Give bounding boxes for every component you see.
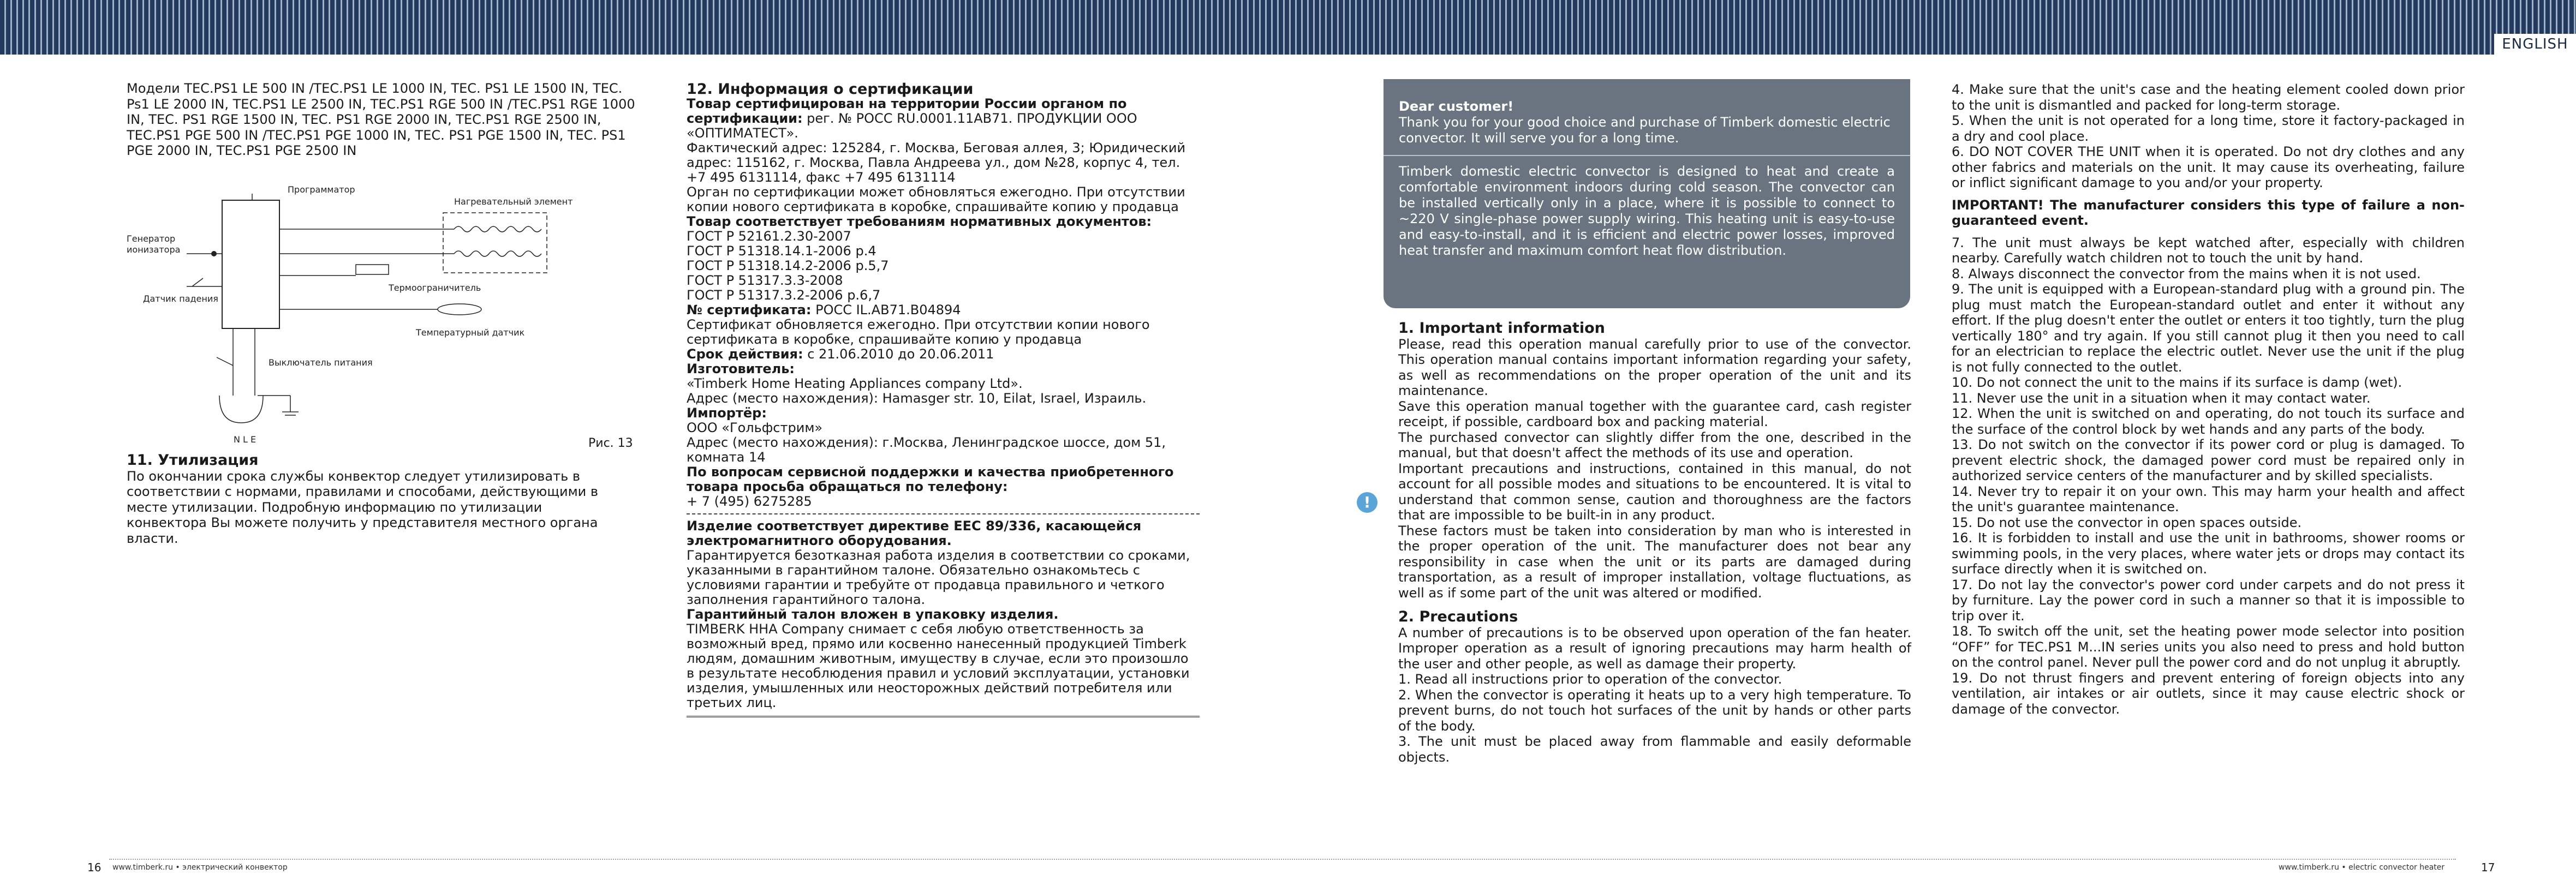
right-footer-text: www.timberk.ru • electric convector heater <box>2279 863 2445 872</box>
cert-line <box>687 214 1200 229</box>
cert-line-text: По вопросам сервисной поддержки и качества приобретенного товара просьба обращаться по телефону: <box>687 464 1174 494</box>
s1-para-3: The purchased convector can slightly differ from the one, described in the manual, but that doesn't affect the methods of its use and operation. <box>1398 429 1911 460</box>
cert-line <box>687 362 1200 376</box>
cert-line <box>687 494 1200 509</box>
cert-title: 12. Информация о сертификации <box>687 81 974 98</box>
box-divider <box>1384 155 1910 156</box>
diagram-programmer-label: Программатор <box>288 184 355 195</box>
cert-line <box>687 288 1200 303</box>
box-title: Dear customer! <box>1399 99 1514 114</box>
diagram-heating-label: Нагревательный элемент <box>454 196 573 207</box>
precaution-item: 12. When the unit is switched on and operating, do not touch its surface and the surface of the control block by wet hands and any parts of the body. <box>1952 406 2465 437</box>
header-stripe-bar <box>0 0 2576 55</box>
precaution-item: 11. Never use the unit in a situation when it may contact water. <box>1952 390 2371 406</box>
temp-sensor-shape <box>438 304 481 315</box>
item-4: 4. Make sure that the unit's case and the heating element cooled down prior to the unit is dismantled and packed for long-term storage. <box>1952 82 2465 113</box>
cert-line <box>687 318 1200 347</box>
cert-line-text: Импортёр: <box>687 405 767 421</box>
cert-line-text: Адрес (место нахождения): Hamasger str. 10, Eilat, Israel, Израиль. <box>687 391 1147 406</box>
directive-text: Гарантируется безотказная работа изделия в соответствии со сроками, указанными в гарантийном талоне. Обязательно ознакомьтесь с условиями гарантии и требуйте от продавца правильного и четкого заполнения гарантийного талона. <box>687 548 1190 607</box>
disposal-title: 11. Утилизация <box>127 452 259 469</box>
cert-line-value: РОСС IL.АВ71.В04894 <box>811 302 961 318</box>
diagram-ionizer-label-1: Генератор <box>127 234 176 244</box>
cert-line <box>687 465 1200 494</box>
cert-line <box>687 244 1200 259</box>
wiring-diagram <box>127 177 607 450</box>
dashed-divider-1 <box>687 513 1200 514</box>
cert-line <box>687 435 1200 465</box>
box-intro: Thank you for your good choice and purchase of Timberk domestic electric convector. It will serve you for a long time. <box>1399 115 1891 146</box>
precaution-item: 14. Never try to repair it on your own. This may harm your health and affect the unit's guarantee maintenance. <box>1952 483 2465 514</box>
cert-line <box>687 391 1200 406</box>
cert-line-text: Срок действия: <box>687 346 803 362</box>
right-column-2 <box>1952 82 2465 717</box>
cert-line-value: с 21.06.2010 до 20.06.2011 <box>803 346 994 362</box>
s2-para-1: A number of precautions is to be observed upon operation of the fan heater. Improper operation as a result of ignoring precautions may harm health of the user and other people, as well as damage their property. <box>1398 625 1911 672</box>
cert-line-value: рег. № РОСС RU.0001.11АВ71. ПРОДУКЦИИ ООО «ОПТИМАТЕСТ». <box>687 111 1137 141</box>
precaution-item: 17. Do not lay the convector's power cord under carpets and do not press it by furniture. Lay the power cord in such a manner so that it is impossible to trip over it. <box>1952 577 2465 624</box>
programmer-block <box>222 200 279 328</box>
disposal-text: По окончании срока службы конвектор следует утилизировать в соответствии с нормами, правилами и способами, действующими в месте утилизации. Подробную информацию по утилизации конвектора Вы можете получить у представителя местного органа власти. <box>127 468 599 546</box>
s1-para-1: Please, read this operation manual carefully prior to use of the convector. This operation manual contains important information regarding your safety, as well as recommendations on the proper operation of the unit and its maintenance. <box>1398 336 1911 398</box>
thermo-limiter-block <box>356 265 389 274</box>
heating-element-box <box>443 213 547 273</box>
precaution-item: 16. It is forbidden to install and use the unit in bathrooms, shower rooms or swimming pools, in the very places, where water jets or drops may contact its surface directly when it is switched on. <box>1952 530 2465 577</box>
cert-line <box>687 421 1200 435</box>
precaution-item: 15. Do not use the convector in open spaces outside. <box>1952 514 2302 530</box>
cert-line-text: ГОСТ Р 51317.3.3-2008 <box>687 273 843 288</box>
cert-line-text: Фактический адрес: 125284, г. Москва, Беговая аллея, 3; Юридический адрес: 115162, г. Москва, Павла Андреева ул., дом №28, корпус 4, тел. +7 495 6131114, факс +7 495 6131114 <box>687 140 1186 185</box>
cert-line <box>687 259 1200 273</box>
cert-line <box>687 97 1200 141</box>
diagram-temp-sensor-label: Температурный датчик <box>416 327 525 338</box>
cert-line <box>687 347 1200 362</box>
diagram-ionizer-label-2: ионизатора <box>127 244 181 255</box>
cert-line-text: ГОСТ Р 51317.3.2-2006 р.6,7 <box>687 288 881 303</box>
precaution-item: 10. Do not connect the unit to the mains if its surface is damp (wet). <box>1952 375 2402 390</box>
left-column-1 <box>127 81 640 159</box>
s1-title: 1. Important information <box>1398 320 1605 337</box>
welcome-box <box>1384 79 1910 308</box>
item-5: 5. When the unit is not operated for a long time, store it factory-packaged in a dry and cool place. <box>1952 113 2465 144</box>
heater-coil-1 <box>454 226 541 232</box>
s1-para-4: Important precautions and instructions, contained in this manual, do not account for all possible modes and situations to be encountered. It is vital to understand that common sense, caution and thoroughness are the factors that are impossible to be built-in in any product. <box>1398 460 1911 523</box>
cert-line <box>687 229 1200 244</box>
precaution-item: 7. The unit must always be kept watched after, especially with children nearby. Carefully watch children not to touch the unit by hand. <box>1952 235 2465 266</box>
box-text: Timberk domestic electric convector is designed to heat and create a comfortable environment indoors during cold season. The convector can be installed vertically only in a place, where it is possible to connect to ~220 V single-phase power supply wiring. This heating unit is easy-to-use and easy-to-install, and it is efficient and electric power losses, improved heat transfer and maximum comfort heat flow distribution. <box>1399 164 1895 258</box>
cert-line-text: Адрес (место нахождения): г.Москва, Ленинградское шоссе, дом 51, комната 14 <box>687 435 1166 465</box>
cert-line-text: Товар соответствует требованиям нормативных документов: <box>687 214 1152 229</box>
cert-line-text: № сертификата: <box>687 302 812 318</box>
directive-title: Изделие соответствует директиве ЕЕС 89/336, касающейся электромагнитного оборудования. <box>687 518 1142 548</box>
warranty-text: TIMBERK HHA Company снимает с себя любую ответственность за возможный вред, прямо или косвенно нанесенный продукцией Timberk людям, домашним животным, имуществу в случае, если это произошло в результате несоблюдения правил и условий эксплуатации, установки изделия, умышленных или неосторожных действий потребителя или третьих лиц. <box>687 621 1190 710</box>
s2-title: 2. Precautions <box>1398 608 1518 625</box>
s1-para-5: These factors must be taken into consideration by man who is interested in the proper operation of the unit. The manufacturer does not bear any responsibility in case when the unit or its parts are damaged during transportation, as a result of improper installation, voltage fluctuations, as well as if some part of the unit was altered or modified. <box>1398 523 1911 601</box>
right-page-number: 17 <box>2481 861 2495 874</box>
precaution-item: 9. The unit is equipped with a European-standard plug with a ground pin. The plug must match the European-standard outlet and enter it without any effort. If the plug doesn't enter the outlet or enters it too tightly, turn the plug vertically 180° and try again. If you still cannot plug it then you need to call for an electrician to replace the electric outlet. Never use the unit if the plug is not fully connected to the outlet. <box>1952 282 2465 375</box>
s2-para-4: 3. The unit must be placed away from flammable and easily deformable objects. <box>1398 734 1911 765</box>
precaution-items <box>1952 235 2465 717</box>
cert-line <box>687 376 1200 391</box>
cert-line-text: Орган по сертификации может обновляться ежегодно. При отсутствии копии нового сертификата в коробке, спрашивайте копию у продавца <box>687 184 1185 214</box>
warranty-title: Гарантийный талон вложен в упаковку изделия. <box>687 607 1059 622</box>
cert-line-text: ГОСТ Р 51318.14.1-2006 р.4 <box>687 243 876 259</box>
diagram-fall-sensor-label: Датчик падения <box>143 294 218 304</box>
cert-line <box>687 273 1200 288</box>
cert-line-text: Сертификат обновляется ежегодно. При отсутствии копии нового сертификата в коробке, спрашивайте копию у продавца <box>687 317 1150 347</box>
cert-line-text: + 7 (495) 6275285 <box>687 494 812 509</box>
left-footer-text: www.timberk.ru • электрический конвектор <box>112 863 288 872</box>
cert-line-text: ГОСТ Р 51318.14.2-2006 р.5,7 <box>687 258 889 273</box>
s2-para-3: 2. When the convector is operating it heats up to a very high temperature. To prevent burns, do not touch hot surfaces of the unit by hands or other parts of the body. <box>1398 687 1911 734</box>
left-column-2 <box>687 82 1200 723</box>
s2-para-2: 1. Read all instructions prior to operation of the convector. <box>1398 672 1782 687</box>
cert-line-text: Товар сертифицирован на территории России органом по сертификации: <box>687 96 1127 126</box>
cert-line <box>687 141 1200 185</box>
disposal-section <box>127 453 618 546</box>
models-text: Модели TEC.PS1 LE 500 IN /TEC.PS1 LE 1000 IN, TEC. PS1 LE 1500 IN, TEC. Ps1 LE 2000 IN, TEC.PS1 LE 2500 IN, TEC.PS1 RGE 500 IN /TEC.PS1 RGE 1000 IN, TEC. PS1 RGE 1500 IN, TEC. PS1 RGE 2000 IN, TEC.PS1 RGE 2500 IN, TEC.PS1 PGE 500 IN /TEC.PS1 PGE 1000 IN, TEC. PS1 PGE 1500 IN, TEC. PS1 PGE 2000 IN, TEC.PS1 PGE 2500 IN <box>127 81 635 158</box>
cert-line-text: ГОСТ Р 52161.2.30-2007 <box>687 229 851 244</box>
cert-lines <box>687 97 1200 509</box>
language-label: ENGLISH <box>2494 34 2576 55</box>
double-divider <box>687 716 1200 717</box>
precaution-item: 13. Do not switch on the convector if its power cord or plug is damaged. To prevent electric shock, the damaged power cord must be repaired only in authorized service centers of the manufacturer and by skilled specialists. <box>1952 437 2465 483</box>
plug-shape <box>219 396 263 423</box>
cert-line <box>687 406 1200 421</box>
cert-line <box>687 185 1200 214</box>
heater-coil-2 <box>454 251 541 256</box>
cert-line-text: ООО «Гольфстрим» <box>687 420 823 435</box>
important-note: IMPORTANT! The manufacturer considers this type of failure a non-guaranteed event. <box>1952 197 2465 228</box>
precaution-item: 8. Always disconnect the convector from the mains when it is not used. <box>1952 266 2421 282</box>
figure-caption: Рис. 13 <box>588 436 633 450</box>
footer-dotted-line <box>109 859 2456 860</box>
cert-line <box>687 303 1200 318</box>
warning-icon: ! <box>1357 492 1378 513</box>
precaution-item: 19. Do not thrust fingers and prevent entering of foreign objects into any ventilation, air intakes or air outlets, since it may cause electric shock or damage of the convector. <box>1952 670 2465 717</box>
cert-line-text: Изготовитель: <box>687 361 795 376</box>
diagram-thermo-label: Термоограничитель <box>389 283 481 293</box>
precaution-item: 18. To switch off the unit, set the heating power mode selector into position “OFF” for TEC.PS1 M...IN series units you also need to press and hold button on the control panel. Never pull the power cord and do not unplug it abruptly. <box>1952 624 2465 670</box>
s1-para-2: Save this operation manual together with the guarantee card, cash register receipt, if possible, cardboard box and packing material. <box>1398 398 1911 429</box>
diagram-power-switch-label: Выключатель питания <box>269 357 373 368</box>
right-column-1 <box>1398 321 1911 765</box>
cert-line-text: «Timberk Home Heating Appliances company Ltd». <box>687 376 1023 391</box>
left-page-number: 16 <box>87 861 102 874</box>
item-6: 6. DO NOT COVER THE UNIT when it is operated. Do not dry clothes and any other fabrics and materials on the unit. It may cause its overheating, failure or inflict significant damage to you and/or your property. <box>1952 144 2465 190</box>
diagram-nle-label: N L E <box>234 434 257 445</box>
